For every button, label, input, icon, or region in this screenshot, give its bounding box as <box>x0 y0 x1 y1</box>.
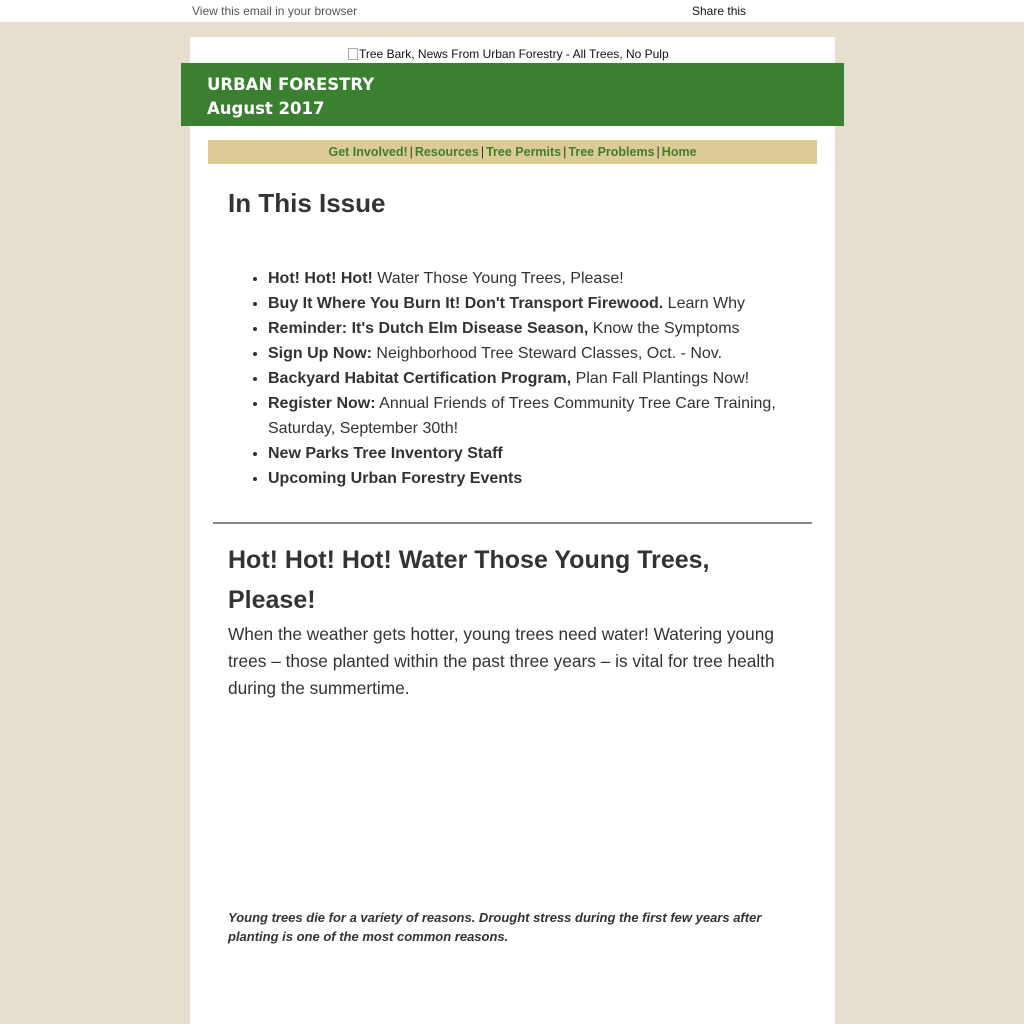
article-body: When the weather gets hotter, young trees need water! Watering young trees – those planted within the past three years – is vital for tree health during the summertime. <box>228 624 775 698</box>
issue-item-text: Learn Why <box>663 295 746 312</box>
newsletter-title: URBAN FORESTRY <box>207 75 375 94</box>
issue-item-bold: Buy It Where You Burn It! Don't Transport Firewood. <box>268 295 664 312</box>
in-this-issue-heading: In This Issue <box>228 188 386 218</box>
issue-item-bold: Upcoming Urban Forestry Events <box>268 470 523 487</box>
issue-item-text: Neighborhood Tree Steward Classes, Oct. - Nov. <box>371 345 723 362</box>
nav-home[interactable]: Home <box>661 145 697 159</box>
issue-item-bold: Sign Up Now: <box>268 345 372 362</box>
broken-image-icon <box>348 48 358 60</box>
nav-separator: | <box>409 145 413 159</box>
banner-image <box>348 47 678 63</box>
nav-resources[interactable]: Resources <box>414 145 479 159</box>
issue-item[interactable] <box>268 466 798 491</box>
issue-item-bold: New Parks Tree Inventory Staff <box>268 445 503 462</box>
top-utility-bar <box>0 0 1024 22</box>
issue-item-bold: Reminder: It's Dutch Elm Disease Season, <box>268 320 589 337</box>
issue-item[interactable] <box>268 366 798 391</box>
issue-item[interactable] <box>268 266 798 291</box>
issue-item[interactable] <box>268 291 798 316</box>
issue-item[interactable] <box>268 391 798 441</box>
view-in-browser-link[interactable]: View this email in your browser <box>192 4 358 18</box>
newsletter-date: August 2017 <box>207 99 325 118</box>
nav-separator: | <box>656 145 660 159</box>
issue-item[interactable] <box>268 316 798 341</box>
image-caption: Young trees die for a variety of reasons. Drought stress during the first few years after planting is one of the most common reasons. <box>228 910 762 944</box>
issue-item-bold: Hot! Hot! Hot! <box>268 270 373 287</box>
nav-tree-problems[interactable]: Tree Problems <box>568 145 655 159</box>
issue-item-text: Plan Fall Plantings Now! <box>571 370 750 387</box>
issue-item[interactable] <box>268 341 798 366</box>
newsletter-header <box>181 63 844 126</box>
email-body <box>190 37 835 1024</box>
nav-tree-permits[interactable]: Tree Permits <box>486 145 562 159</box>
issue-item-bold: Backyard Habitat Certification Program, <box>268 370 572 387</box>
section-divider <box>213 522 812 524</box>
issue-item[interactable] <box>268 441 798 466</box>
banner-alt-text: Tree Bark, News From Urban Forestry - All Trees, No Pulp <box>359 47 669 61</box>
issue-item-text: Water Those Young Trees, Please! <box>372 270 624 287</box>
issue-item-text: Know the Symptoms <box>588 320 740 337</box>
nav-separator: | <box>480 145 485 159</box>
nav-get-involved[interactable]: Get Involved! <box>328 145 408 159</box>
issue-list <box>228 266 798 491</box>
nav-bar <box>208 140 817 164</box>
article-title: Hot! Hot! Hot! Water Those Young Trees, Please! <box>228 546 710 614</box>
nav-separator: | <box>563 145 567 159</box>
share-link[interactable]: Share this <box>692 4 747 18</box>
issue-item-text: Annual Friends of Trees Community Tree Care Training, Saturday, September 30th! <box>268 395 776 437</box>
issue-item-bold: Register Now: <box>268 395 376 412</box>
